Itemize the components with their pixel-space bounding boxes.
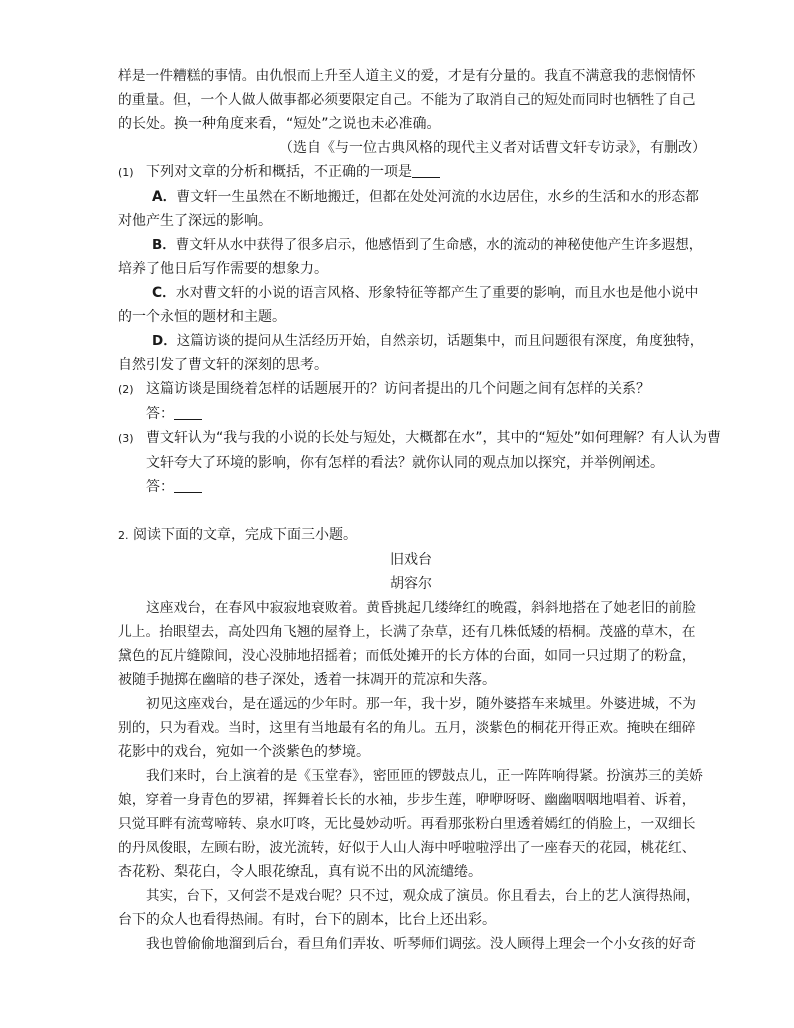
article-line: 其实，台下，又何尝不是戏台呢？只不过，观众成了演员。你且看去，台上的艺人演得热闹，	[146, 888, 700, 904]
option-a	[118, 185, 704, 209]
article-line: 台下的众人也看得热闹。有时，台下的剧本，比台上还出彩。	[118, 912, 496, 928]
option-text: 曹文轩一生虽然在不断地搬迁，但都在处处河流的水边居住，水乡的生活和水的形态都	[176, 189, 699, 205]
article-body	[118, 596, 704, 956]
option-letter: B．	[152, 237, 176, 253]
article-line: 儿上。抬眼望去，高处四角飞翘的屋脊上，长满了杂草，还有几株低矮的梧桐。茂盛的草木，在	[118, 624, 696, 640]
question-number: (2)	[118, 383, 134, 396]
question-stem-cont: 文轩夸大了环境的影响，你有怎样的看法？就你认同的观点加以探究，并举例阐述。	[146, 455, 664, 471]
option-c	[118, 281, 704, 305]
question-number: (1)	[118, 166, 134, 179]
article-line: 花影中的戏台，宛如一个淡紫色的梦境。	[118, 744, 370, 760]
article-line: 我也曾偷偷地溜到后台，看旦角们弄妆、听琴师们调弦。没人顾得上理会一个小女孩的好奇	[146, 936, 697, 952]
answer-blank[interactable]	[412, 163, 440, 178]
option-text-cont: 的一个永恒的题材和主题。	[118, 309, 286, 325]
answer-line	[118, 402, 704, 426]
section-number: 2.	[118, 529, 129, 542]
option-letter: C．	[152, 285, 176, 301]
option-d	[118, 329, 704, 353]
passage-line: 样是一件糟糕的事情。由仇恨而上升至人道主义的爱，才是有分量的。我直不满意我的悲悯情怀	[118, 68, 696, 84]
article-line: 黛色的瓦片缝隙间，没心没肺地招摇着；而低处摊开的长方体的台面，如同一只过期了的粉盒，	[118, 648, 696, 664]
answer-blank[interactable]	[174, 405, 202, 420]
article-line: 这座戏台，在春风中寂寂地衰败着。黄昏挑起几缕绛红的晚霞，斜斜地搭在了她老旧的前脸	[146, 600, 697, 616]
option-text: 水对曹文轩的小说的语言风格、形象特征等都产生了重要的影响，而且水也是他小说中	[175, 285, 699, 301]
article-line: 别的，只为看戏。当时，这里有当地最有名的角儿。五月，淡紫色的桐花开得正欢。掩映在细碎	[118, 720, 696, 736]
option-text: 曹文轩从水中获得了很多启示，他感悟到了生命感，水的流动的神秘使他产生许多遐想，	[175, 237, 703, 253]
article-line: 我们来时，台上演着的是《玉堂春》，密匝匝的锣鼓点儿，正一阵阵响得紧。扮演苏三的美娇	[146, 768, 703, 784]
question-2	[118, 377, 704, 402]
question-3	[118, 426, 722, 451]
question-stem: 曹文轩认为“我与我的小说的长处与短处，大概都在水”，其中的“短处”如何理解？有人认为曹	[146, 430, 722, 446]
option-text-cont: 对他产生了深远的影响。	[118, 213, 272, 229]
article-line: 的丹凤俊眼，左顾右盼，波光流转，好似于人山人海中呼啦啦浮出了一座春天的花园，桃花红、	[118, 840, 696, 856]
article-author: 胡容尔	[390, 576, 432, 592]
document-content	[118, 64, 722, 956]
section-2-instruction	[118, 523, 704, 548]
instruction-text: 阅读下面的文章，完成下面三小题。	[132, 527, 357, 543]
article-title: 旧戏台	[390, 552, 432, 568]
question-stem: 下列对文章的分析和概括，不正确的一项是	[146, 164, 412, 180]
answer-label: 答：	[146, 479, 174, 495]
answer-blank[interactable]	[174, 478, 202, 493]
question-1	[118, 160, 704, 185]
question-stem: 这篇访谈是围绕着怎样的话题展开的？访问者提出的几个问题之间有怎样的关系？	[146, 381, 650, 397]
source-citation: （选自《与一位古典风格的现代主义者对话曹文轩专访录》，有删改）	[279, 140, 706, 156]
answer-line	[118, 475, 704, 499]
option-text: 这篇访谈的提问从生活经历开始，自然亲切，话题集中，而且问题很有深度，角度独特，	[176, 333, 704, 349]
option-text-cont: 自然引发了曹文轩的深刻的思考。	[118, 357, 328, 373]
question-number: (3)	[118, 432, 134, 445]
article-line: 只觉耳畔有流莺啼转、泉水叮咚，无比曼妙动听。再看那张粉白里透着嫣红的俏脸上，一双细长	[118, 816, 696, 832]
option-letter: D．	[152, 333, 177, 349]
answer-label: 答：	[146, 406, 174, 422]
article-line: 初见这座戏台，是在遥远的少年时。那一年，我十岁，随外婆搭车来城里。外婆进城，不为	[146, 696, 697, 712]
article-line: 杏花粉、梨花白，令人眼花缭乱，真有说不出的风流缱绻。	[118, 864, 482, 880]
passage-line: 的重量。但，一个人做人做事都必须要限定自己。不能为了取消自己的短处而同时也牺牲了自己	[118, 92, 696, 108]
article-line: 被随手抛掷在幽暗的巷子深处，透着一抹凋开的荒凉和失落。	[118, 672, 496, 688]
article-line: 娘，穿着一身青色的罗裙，挥舞着长长的水袖，步步生莲，咿咿呀呀、幽幽咽咽地唱着、诉着，	[118, 792, 696, 808]
option-text-cont: 培养了他日后写作需要的想象力。	[118, 261, 328, 277]
passage-line: 的长处。换一种角度来看，“短处”之说也未必准确。	[118, 116, 441, 132]
option-b	[118, 233, 704, 257]
option-letter: A．	[152, 189, 177, 205]
